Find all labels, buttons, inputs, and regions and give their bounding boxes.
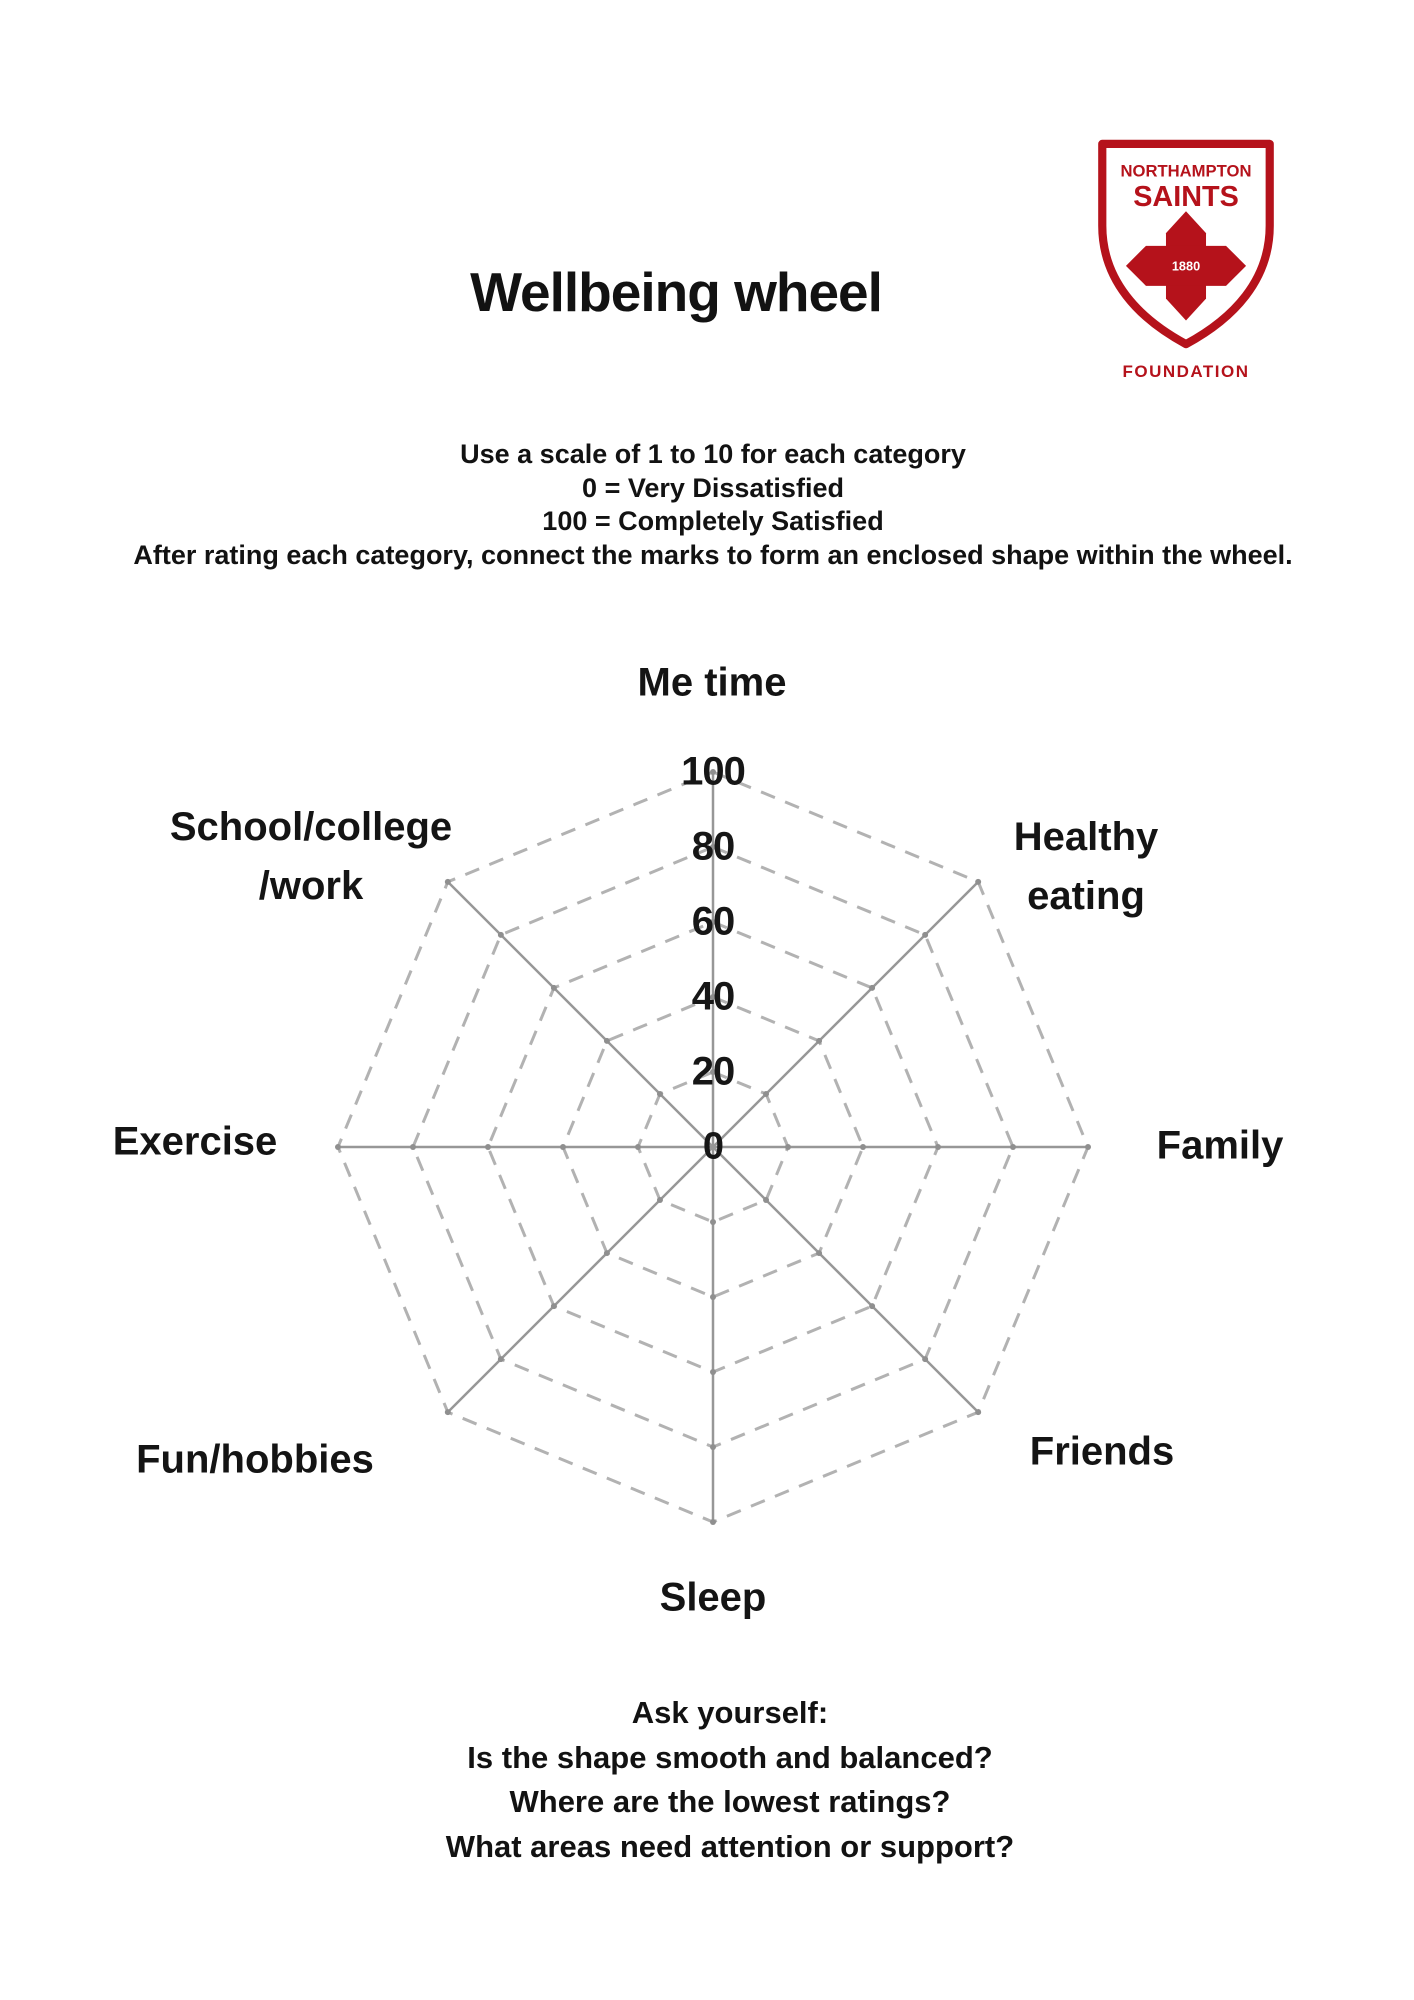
category-label-exercise: Exercise (112, 1119, 278, 1164)
category-label-fun-hobbies: Fun/hobbies (136, 1437, 374, 1482)
instructions-line-1: Use a scale of 1 to 10 for each category (460, 439, 966, 469)
category-label-family: Family (1156, 1123, 1284, 1168)
logo-foundation-text: FOUNDATION (1122, 362, 1250, 381)
page-title: Wellbeing wheel (470, 261, 882, 323)
tick-label-0: 0 (702, 1125, 724, 1168)
category-label-sleep: Sleep (659, 1575, 767, 1620)
logo-year: 1880 (1171, 258, 1201, 274)
saints-shield-icon (1095, 138, 1277, 350)
questions-block (446, 1691, 1014, 1869)
tick-label-20: 20 (691, 1049, 735, 1094)
northampton-saints-logo (1095, 138, 1277, 382)
question-3: What areas need attention or support? (445, 1828, 1015, 1864)
tick-label-40: 40 (691, 974, 735, 1019)
question-1: Is the shape smooth and balanced? (467, 1739, 993, 1775)
questions-heading: Ask yourself: (631, 1695, 829, 1730)
question-2: Where are the lowest ratings? (509, 1784, 951, 1819)
category-label-me-time: Me time (637, 660, 787, 705)
wellbeing-wheel-chart (0, 640, 1414, 1650)
tick-label-100: 100 (681, 749, 745, 794)
logo-org-line1: NORTHAMPTON (1120, 162, 1252, 181)
logo-org-line2: SAINTS (1133, 180, 1239, 213)
category-label-healthy-eating: Healthy eating (1013, 815, 1159, 918)
tick-label-80: 80 (691, 824, 735, 869)
category-label-school-college-work: School/college /work (169, 805, 453, 908)
tick-label-60: 60 (691, 899, 735, 944)
category-label-friends: Friends (1029, 1429, 1175, 1474)
instructions-line-2: 0 = Very Dissatisfied (582, 472, 844, 503)
instructions-block (133, 438, 1292, 572)
instructions-line-3: 100 = Completely Satisfied (542, 506, 884, 536)
instructions-line-4: After rating each category, connect the marks to form an enclosed shape within the wheel. (133, 539, 1293, 570)
